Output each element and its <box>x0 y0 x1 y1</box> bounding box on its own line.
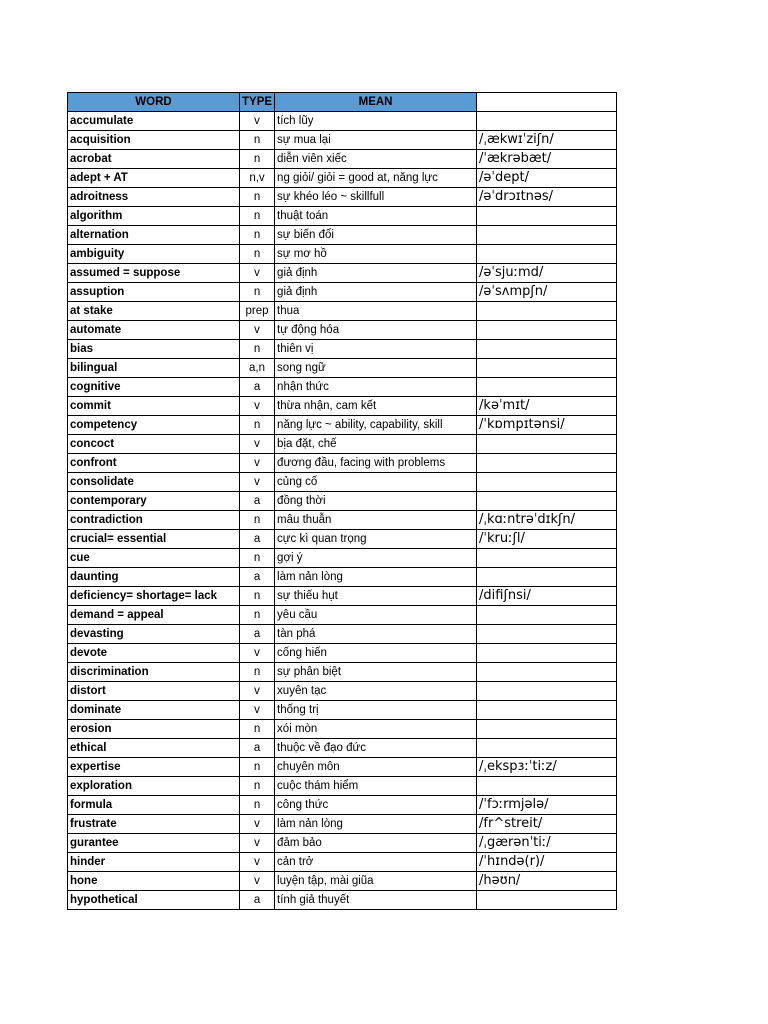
meaning-cell: luyện tập, mài giũa <box>275 872 477 891</box>
type-cell: n,v <box>240 169 275 188</box>
table-row <box>68 701 617 720</box>
meaning-cell: thiên vị <box>275 340 477 359</box>
pronunciation-cell <box>477 739 617 758</box>
type-cell: v <box>240 397 275 416</box>
pronunciation-cell <box>477 226 617 245</box>
word-cell: exploration <box>68 777 240 796</box>
table-row <box>68 150 617 169</box>
pronunciation-cell: /ˌækwɪˈziʃn/ <box>477 131 617 150</box>
table-row <box>68 644 617 663</box>
type-cell: n <box>240 606 275 625</box>
word-cell: bilingual <box>68 359 240 378</box>
word-cell: hinder <box>68 853 240 872</box>
type-cell: v <box>240 435 275 454</box>
table-row <box>68 891 617 910</box>
type-cell: a <box>240 530 275 549</box>
table-row <box>68 207 617 226</box>
table-row <box>68 321 617 340</box>
pronunciation-cell <box>477 435 617 454</box>
table-row <box>68 568 617 587</box>
header-row <box>68 93 617 112</box>
word-cell: crucial= essential <box>68 530 240 549</box>
word-cell: dominate <box>68 701 240 720</box>
pronunciation-cell <box>477 112 617 131</box>
table-row <box>68 245 617 264</box>
word-cell: algorithm <box>68 207 240 226</box>
table-body <box>68 112 617 910</box>
pronunciation-cell <box>477 644 617 663</box>
pronunciation-cell: /əˈsjuːmd/ <box>477 264 617 283</box>
word-cell: hone <box>68 872 240 891</box>
meaning-cell: sự biến đổi <box>275 226 477 245</box>
word-cell: adept + AT <box>68 169 240 188</box>
type-cell: n <box>240 511 275 530</box>
word-cell: gurantee <box>68 834 240 853</box>
meaning-cell: chuyên môn <box>275 758 477 777</box>
table-row <box>68 682 617 701</box>
word-cell: acrobat <box>68 150 240 169</box>
pronunciation-cell: /ˈækrəbæt/ <box>477 150 617 169</box>
table-row <box>68 492 617 511</box>
type-cell: n <box>240 207 275 226</box>
type-cell: prep <box>240 302 275 321</box>
type-cell: n <box>240 340 275 359</box>
table-row <box>68 530 617 549</box>
pronunciation-cell: /ˈkruːʃl/ <box>477 530 617 549</box>
table-row <box>68 112 617 131</box>
word-cell: adroitness <box>68 188 240 207</box>
meaning-cell: thừa nhận, cam kết <box>275 397 477 416</box>
type-cell: n <box>240 663 275 682</box>
pronunciation-cell <box>477 359 617 378</box>
table-row <box>68 872 617 891</box>
word-cell: deficiency= shortage= lack <box>68 587 240 606</box>
meaning-cell: làm nản lòng <box>275 568 477 587</box>
type-cell: n <box>240 245 275 264</box>
pronunciation-cell: /ˈfɔːrmjələ/ <box>477 796 617 815</box>
header-type: TYPE <box>240 93 275 112</box>
pronunciation-cell: /əˈsʌmpʃn/ <box>477 283 617 302</box>
type-cell: a <box>240 739 275 758</box>
type-cell: v <box>240 473 275 492</box>
word-cell: demand = appeal <box>68 606 240 625</box>
type-cell: a,n <box>240 359 275 378</box>
word-cell: cognitive <box>68 378 240 397</box>
type-cell: a <box>240 891 275 910</box>
pronunciation-cell: /həʊn/ <box>477 872 617 891</box>
table-row <box>68 606 617 625</box>
table-row <box>68 378 617 397</box>
type-cell: n <box>240 131 275 150</box>
meaning-cell: tính giả thuyết <box>275 891 477 910</box>
type-cell: n <box>240 150 275 169</box>
table-row <box>68 720 617 739</box>
word-cell: contemporary <box>68 492 240 511</box>
type-cell: v <box>240 834 275 853</box>
pronunciation-cell <box>477 340 617 359</box>
word-cell: at stake <box>68 302 240 321</box>
table-row <box>68 302 617 321</box>
meaning-cell: làm nản lòng <box>275 815 477 834</box>
table-row <box>68 473 617 492</box>
pronunciation-cell: /əˈdept/ <box>477 169 617 188</box>
meaning-cell: sự khéo léo ~ skillfull <box>275 188 477 207</box>
meaning-cell: củng cố <box>275 473 477 492</box>
word-cell: distort <box>68 682 240 701</box>
pronunciation-cell <box>477 473 617 492</box>
pronunciation-cell: /ˈhɪndə(r)/ <box>477 853 617 872</box>
meaning-cell: gợi ý <box>275 549 477 568</box>
table-row <box>68 169 617 188</box>
pronunciation-cell <box>477 378 617 397</box>
type-cell: n <box>240 777 275 796</box>
pronunciation-cell <box>477 245 617 264</box>
type-cell: v <box>240 264 275 283</box>
meaning-cell: thuộc về đạo đức <box>275 739 477 758</box>
meaning-cell: công thức <box>275 796 477 815</box>
table-row <box>68 796 617 815</box>
type-cell: n <box>240 283 275 302</box>
meaning-cell: thống trị <box>275 701 477 720</box>
meaning-cell: tự động hóa <box>275 321 477 340</box>
pronunciation-cell <box>477 606 617 625</box>
meaning-cell: sự phân biệt <box>275 663 477 682</box>
table-row <box>68 131 617 150</box>
pronunciation-cell <box>477 454 617 473</box>
pronunciation-cell <box>477 720 617 739</box>
table-row <box>68 340 617 359</box>
meaning-cell: cực kì quan trọng <box>275 530 477 549</box>
table-row <box>68 511 617 530</box>
meaning-cell: nhận thức <box>275 378 477 397</box>
word-cell: bias <box>68 340 240 359</box>
meaning-cell: thua <box>275 302 477 321</box>
meaning-cell: cản trở <box>275 853 477 872</box>
table-row <box>68 549 617 568</box>
word-cell: hypothetical <box>68 891 240 910</box>
type-cell: n <box>240 416 275 435</box>
header-word: WORD <box>68 93 240 112</box>
type-cell: v <box>240 682 275 701</box>
type-cell: a <box>240 492 275 511</box>
word-cell: commit <box>68 397 240 416</box>
word-cell: confront <box>68 454 240 473</box>
header-mean: MEAN <box>275 93 477 112</box>
word-cell: competency <box>68 416 240 435</box>
meaning-cell: giả định <box>275 283 477 302</box>
word-cell: daunting <box>68 568 240 587</box>
word-cell: expertise <box>68 758 240 777</box>
table-row <box>68 663 617 682</box>
meaning-cell: xuyên tạc <box>275 682 477 701</box>
meaning-cell: tàn phá <box>275 625 477 644</box>
table-row <box>68 777 617 796</box>
meaning-cell: đồng thời <box>275 492 477 511</box>
word-cell: devasting <box>68 625 240 644</box>
pronunciation-cell: /ˌekspɜːˈtiːz/ <box>477 758 617 777</box>
word-cell: acquisition <box>68 131 240 150</box>
word-cell: accumulate <box>68 112 240 131</box>
table-row <box>68 454 617 473</box>
meaning-cell: năng lực ~ ability, capability, skill <box>275 416 477 435</box>
meaning-cell: giả định <box>275 264 477 283</box>
table-row <box>68 283 617 302</box>
meaning-cell: diễn viên xiếc <box>275 150 477 169</box>
meaning-cell: ng giỏi/ giỏi = good at, năng lực <box>275 169 477 188</box>
meaning-cell: đảm bảo <box>275 834 477 853</box>
word-cell: formula <box>68 796 240 815</box>
vocabulary-table <box>67 92 617 910</box>
meaning-cell: đương đầu, facing with problems <box>275 454 477 473</box>
type-cell: a <box>240 378 275 397</box>
word-cell: ambiguity <box>68 245 240 264</box>
header-pronunciation <box>477 93 617 112</box>
word-cell: ethical <box>68 739 240 758</box>
type-cell: v <box>240 321 275 340</box>
type-cell: v <box>240 853 275 872</box>
type-cell: v <box>240 454 275 473</box>
pronunciation-cell <box>477 321 617 340</box>
word-cell: concoct <box>68 435 240 454</box>
type-cell: v <box>240 815 275 834</box>
pronunciation-cell <box>477 663 617 682</box>
word-cell: frustrate <box>68 815 240 834</box>
meaning-cell: sự mua lại <box>275 131 477 150</box>
type-cell: n <box>240 720 275 739</box>
type-cell: n <box>240 758 275 777</box>
word-cell: automate <box>68 321 240 340</box>
table-row <box>68 264 617 283</box>
pronunciation-cell: /ˌgærənˈtiː/ <box>477 834 617 853</box>
type-cell: n <box>240 587 275 606</box>
type-cell: n <box>240 188 275 207</box>
type-cell: v <box>240 644 275 663</box>
table-row <box>68 226 617 245</box>
table-row <box>68 625 617 644</box>
meaning-cell: sự thiếu hụt <box>275 587 477 606</box>
meaning-cell: song ngữ <box>275 359 477 378</box>
word-cell: consolidate <box>68 473 240 492</box>
table-row <box>68 435 617 454</box>
pronunciation-cell: /kəˈmɪt/ <box>477 397 617 416</box>
pronunciation-cell <box>477 701 617 720</box>
meaning-cell: cuộc thám hiểm <box>275 777 477 796</box>
word-cell: contradiction <box>68 511 240 530</box>
word-cell: cue <box>68 549 240 568</box>
meaning-cell: tích lũy <box>275 112 477 131</box>
pronunciation-cell <box>477 492 617 511</box>
table-row <box>68 188 617 207</box>
meaning-cell: sự mơ hồ <box>275 245 477 264</box>
word-cell: discrimination <box>68 663 240 682</box>
table-row <box>68 758 617 777</box>
type-cell: a <box>240 625 275 644</box>
pronunciation-cell: /əˈdrɔɪtnəs/ <box>477 188 617 207</box>
table-row <box>68 834 617 853</box>
word-cell: assuption <box>68 283 240 302</box>
meaning-cell: thuật toán <box>275 207 477 226</box>
table-row <box>68 853 617 872</box>
meaning-cell: bịa đặt, chế <box>275 435 477 454</box>
table-row <box>68 815 617 834</box>
pronunciation-cell: /ˌkɑːntrəˈdɪkʃn/ <box>477 511 617 530</box>
meaning-cell: xói mòn <box>275 720 477 739</box>
type-cell: v <box>240 872 275 891</box>
meaning-cell: yêu cầu <box>275 606 477 625</box>
word-cell: alternation <box>68 226 240 245</box>
pronunciation-cell <box>477 207 617 226</box>
pronunciation-cell: /ˈkɒmpɪtənsi/ <box>477 416 617 435</box>
pronunciation-cell <box>477 891 617 910</box>
type-cell: a <box>240 568 275 587</box>
type-cell: v <box>240 701 275 720</box>
pronunciation-cell <box>477 549 617 568</box>
word-cell: assumed = suppose <box>68 264 240 283</box>
type-cell: n <box>240 226 275 245</box>
type-cell: n <box>240 796 275 815</box>
table-row <box>68 359 617 378</box>
table-row <box>68 397 617 416</box>
pronunciation-cell: /fr^streit/ <box>477 815 617 834</box>
pronunciation-cell <box>477 625 617 644</box>
table-row <box>68 587 617 606</box>
type-cell: v <box>240 112 275 131</box>
meaning-cell: cống hiến <box>275 644 477 663</box>
pronunciation-cell: /difiʃnsi/ <box>477 587 617 606</box>
table-row <box>68 739 617 758</box>
meaning-cell: mâu thuẫn <box>275 511 477 530</box>
pronunciation-cell <box>477 777 617 796</box>
word-cell: devote <box>68 644 240 663</box>
table-row <box>68 416 617 435</box>
type-cell: n <box>240 549 275 568</box>
word-cell: erosion <box>68 720 240 739</box>
pronunciation-cell <box>477 682 617 701</box>
pronunciation-cell <box>477 302 617 321</box>
pronunciation-cell <box>477 568 617 587</box>
